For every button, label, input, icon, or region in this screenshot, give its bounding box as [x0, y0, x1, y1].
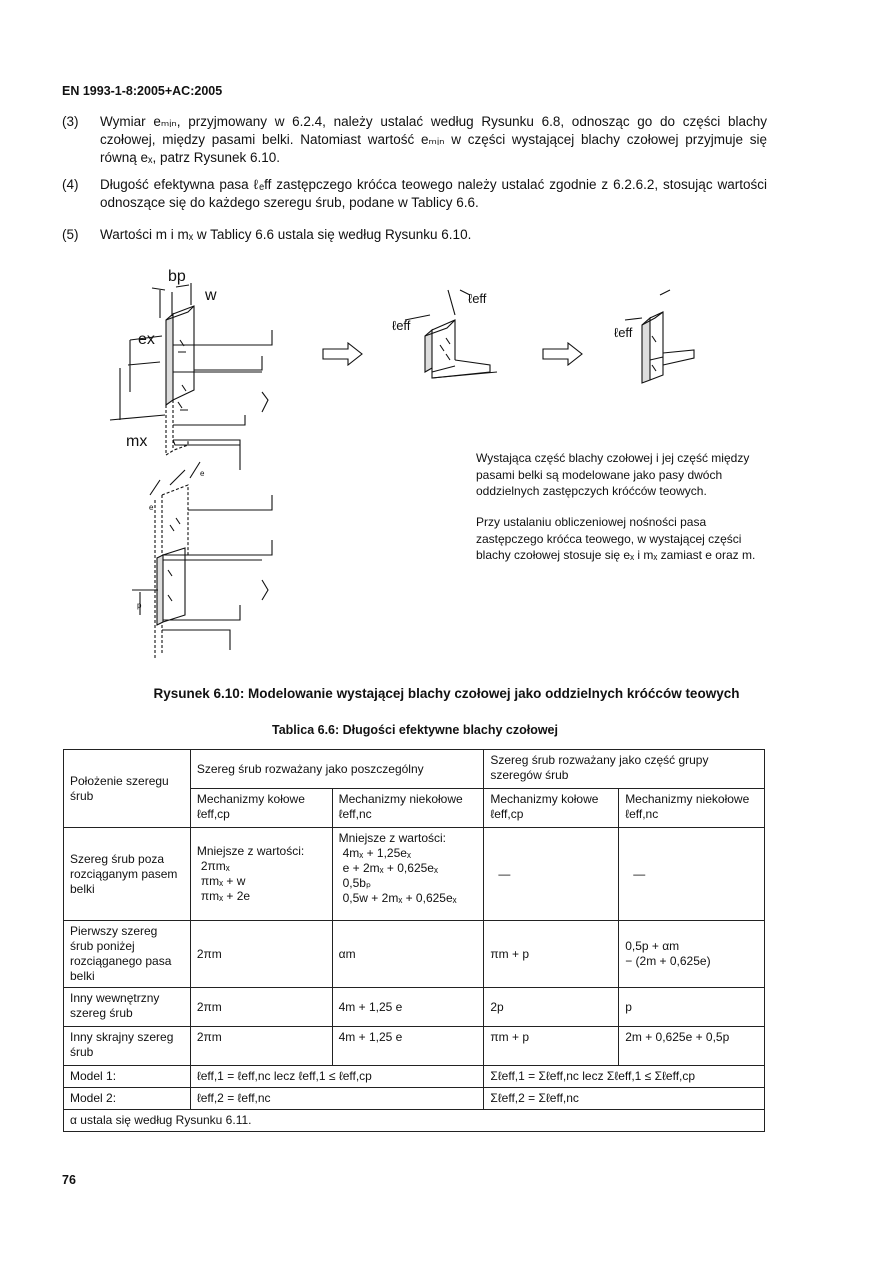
cell-line: Mniejsze z wartości: — [338, 831, 446, 845]
label-ex: ex — [138, 331, 155, 348]
subheader-circ-ind — [190, 789, 332, 828]
label-leff-2: ℓeff — [468, 291, 487, 306]
bp-label: bp — [168, 268, 186, 285]
cell-circ-ind: 2πm — [190, 988, 332, 1027]
subheader-symbol: ℓeff,nc — [625, 807, 659, 821]
subheader-label: Mechanizmy kołowe — [196, 792, 305, 806]
cell-noncirc-ind: 4m + 1,25 e — [332, 988, 484, 1027]
paragraph-5 — [62, 226, 767, 244]
model-1-individual: ℓeff,1 = ℓeff,nc lecz ℓeff,1 ≤ ℓeff,cp — [190, 1066, 484, 1088]
row-label: Inny skrajny szereg śrub — [64, 1027, 191, 1066]
cell-circ-ind: 2πm — [190, 1027, 332, 1066]
subheader-noncirc-ind — [332, 789, 484, 828]
table-note: α ustala się według Rysunku 6.11. — [64, 1110, 765, 1132]
header-position: Położenie szeregu śrub — [64, 750, 191, 828]
subheader-label: Mechanizmy niekołowe — [625, 792, 750, 806]
cell-circ-ind — [190, 828, 332, 921]
label-bp — [168, 268, 186, 285]
cell-line: πmₓ + 2e — [200, 889, 251, 903]
model-2-individual: ℓeff,2 = ℓeff,nc — [190, 1088, 484, 1110]
header-group: Szereg śrub rozważany jako część grupy szeregów śrub — [484, 750, 765, 789]
figure-note-2: Przy ustalaniu obliczeniowej nośności pasa zastępczego króćca teowego, w wystającej części blachy czołowej stosuje się eₓ i mₓ zamiast e oraz m. — [476, 515, 756, 562]
model-2-row — [64, 1088, 765, 1110]
cell-circ-grp: πm + p — [484, 1027, 619, 1066]
paragraph-number: (3) — [62, 114, 79, 129]
model-1-row — [64, 1066, 765, 1088]
t-stub-left — [405, 290, 497, 378]
paragraph-number: (5) — [62, 227, 79, 242]
subheader-label: Mechanizmy kołowe — [490, 792, 599, 806]
figure-caption: Rysunek 6.10: Modelowanie wystającej blachy czołowej jako oddzielnych króćców teowych — [153, 686, 740, 701]
cell-line: 2πmₓ — [200, 859, 230, 873]
row-label: Szereg śrub poza rozciąganym pasem belki — [64, 828, 191, 921]
cell-line: Mniejsze z wartości: — [196, 844, 305, 858]
table-row — [64, 828, 765, 921]
table-caption: Tablica 6.6: Długości efektywne blachy czołowej — [272, 723, 558, 737]
paragraph-3 — [62, 113, 767, 167]
cell-line: 4mₓ + 1,25eₓ — [342, 846, 411, 860]
subheader-label: Mechanizmy niekołowe — [338, 792, 463, 806]
effective-lengths-table — [63, 749, 765, 1132]
page-number: 76 — [62, 1173, 76, 1187]
subheader-symbol: ℓeff,nc — [338, 807, 372, 821]
cell-circ-grp: 2p — [484, 988, 619, 1027]
row-label: Pierwszy szereg śrub poniżej rozciąganego pasa belki — [64, 921, 191, 988]
cell-noncirc-grp — [619, 921, 765, 988]
label-p: p — [137, 601, 142, 610]
note-row — [64, 1110, 765, 1132]
cell-line: 0,5p + αm — [625, 939, 680, 953]
cell-noncirc-ind: 4m + 1,25 e — [332, 1027, 484, 1066]
label-mx: mx — [126, 433, 148, 450]
paragraph-text: Długość efektywna pasa ℓₑff zastępczego króćca teowego należy ustalać zgodnie z 6.2.6.2, stosując wartości odnoszące się do każdego szeregu śrub, podane w Tablicy 6.6. — [100, 177, 767, 210]
model-2-group: Σℓeff,2 = Σℓeff,nc — [484, 1088, 765, 1110]
subheader-noncirc-grp — [619, 789, 765, 828]
paragraph-4 — [62, 176, 767, 212]
label-e-side: e — [149, 503, 154, 512]
cell-noncirc-ind — [332, 828, 484, 921]
cell-noncirc-grp: 2m + 0,625e + 0,5p — [619, 1027, 765, 1066]
cell-circ-ind: 2πm — [190, 921, 332, 988]
beam-bottom-detail — [132, 462, 272, 660]
paragraph-text: Wymiar eₘᵢₙ, przyjmowany w 6.2.4, należy ustalać według Rysunku 6.8, odnosząc go do części blachy czołowej, między pasami belki. Natomiast wartość eₘᵢₙ w części wystającej blachy czołowej przyjmuje się równą eₓ, patrz Rysunek 6.10. — [100, 114, 767, 165]
paragraph-text: Wartości m i mₓ w Tablicy 6.6 ustala się według Rysunku 6.10. — [100, 227, 472, 242]
header-individual: Szereg śrub rozważany jako poszczególny — [190, 750, 484, 789]
cell-line: e + 2mₓ + 0,625eₓ — [342, 861, 438, 875]
table-row — [64, 1027, 765, 1066]
cell-line: 0,5w + 2mₓ + 0,625eₓ — [342, 891, 457, 905]
transform-arrows — [323, 343, 582, 365]
model-1-label: Model 1: — [64, 1066, 191, 1088]
row-label: Inny wewnętrzny szereg śrub — [64, 988, 191, 1027]
model-1-group: Σℓeff,1 = Σℓeff,nc lecz Σℓeff,1 ≤ Σℓeff,cp — [484, 1066, 765, 1088]
table-header-row — [64, 750, 765, 789]
cell-line: πmₓ + w — [200, 874, 246, 888]
subheader-circ-grp — [484, 789, 619, 828]
cell-circ-grp: πm + p — [484, 921, 619, 988]
document-header: EN 1993-1-8:2005+AC:2005 — [62, 84, 223, 98]
cell-noncirc-grp: — — [619, 828, 765, 921]
label-e-top: e — [200, 469, 205, 478]
t-stub-right — [625, 290, 694, 383]
label-w: w — [205, 287, 217, 304]
cell-circ-grp: — — [484, 828, 619, 921]
subheader-symbol: ℓeff,cp — [196, 807, 230, 821]
subheader-symbol: ℓeff,cp — [490, 807, 524, 821]
cell-line: 0,5bₚ — [342, 876, 372, 890]
label-leff-1: ℓeff — [392, 318, 411, 333]
cell-line: − (2m + 0,625e) — [625, 954, 711, 968]
model-2-label: Model 2: — [64, 1088, 191, 1110]
table-row — [64, 988, 765, 1027]
label-leff-3: ℓeff — [614, 325, 633, 340]
cell-noncirc-grp: p — [619, 988, 765, 1027]
table-row — [64, 921, 765, 988]
figure-note-1: Wystająca część blachy czołowej i jej część między pasami belki są modelowane jako pasy dwóch oddzielnych zastępczych króćców teowych. — [476, 451, 750, 498]
beam-top-detail — [110, 283, 272, 470]
cell-noncirc-ind: αm — [332, 921, 484, 988]
paragraph-number: (4) — [62, 177, 79, 192]
